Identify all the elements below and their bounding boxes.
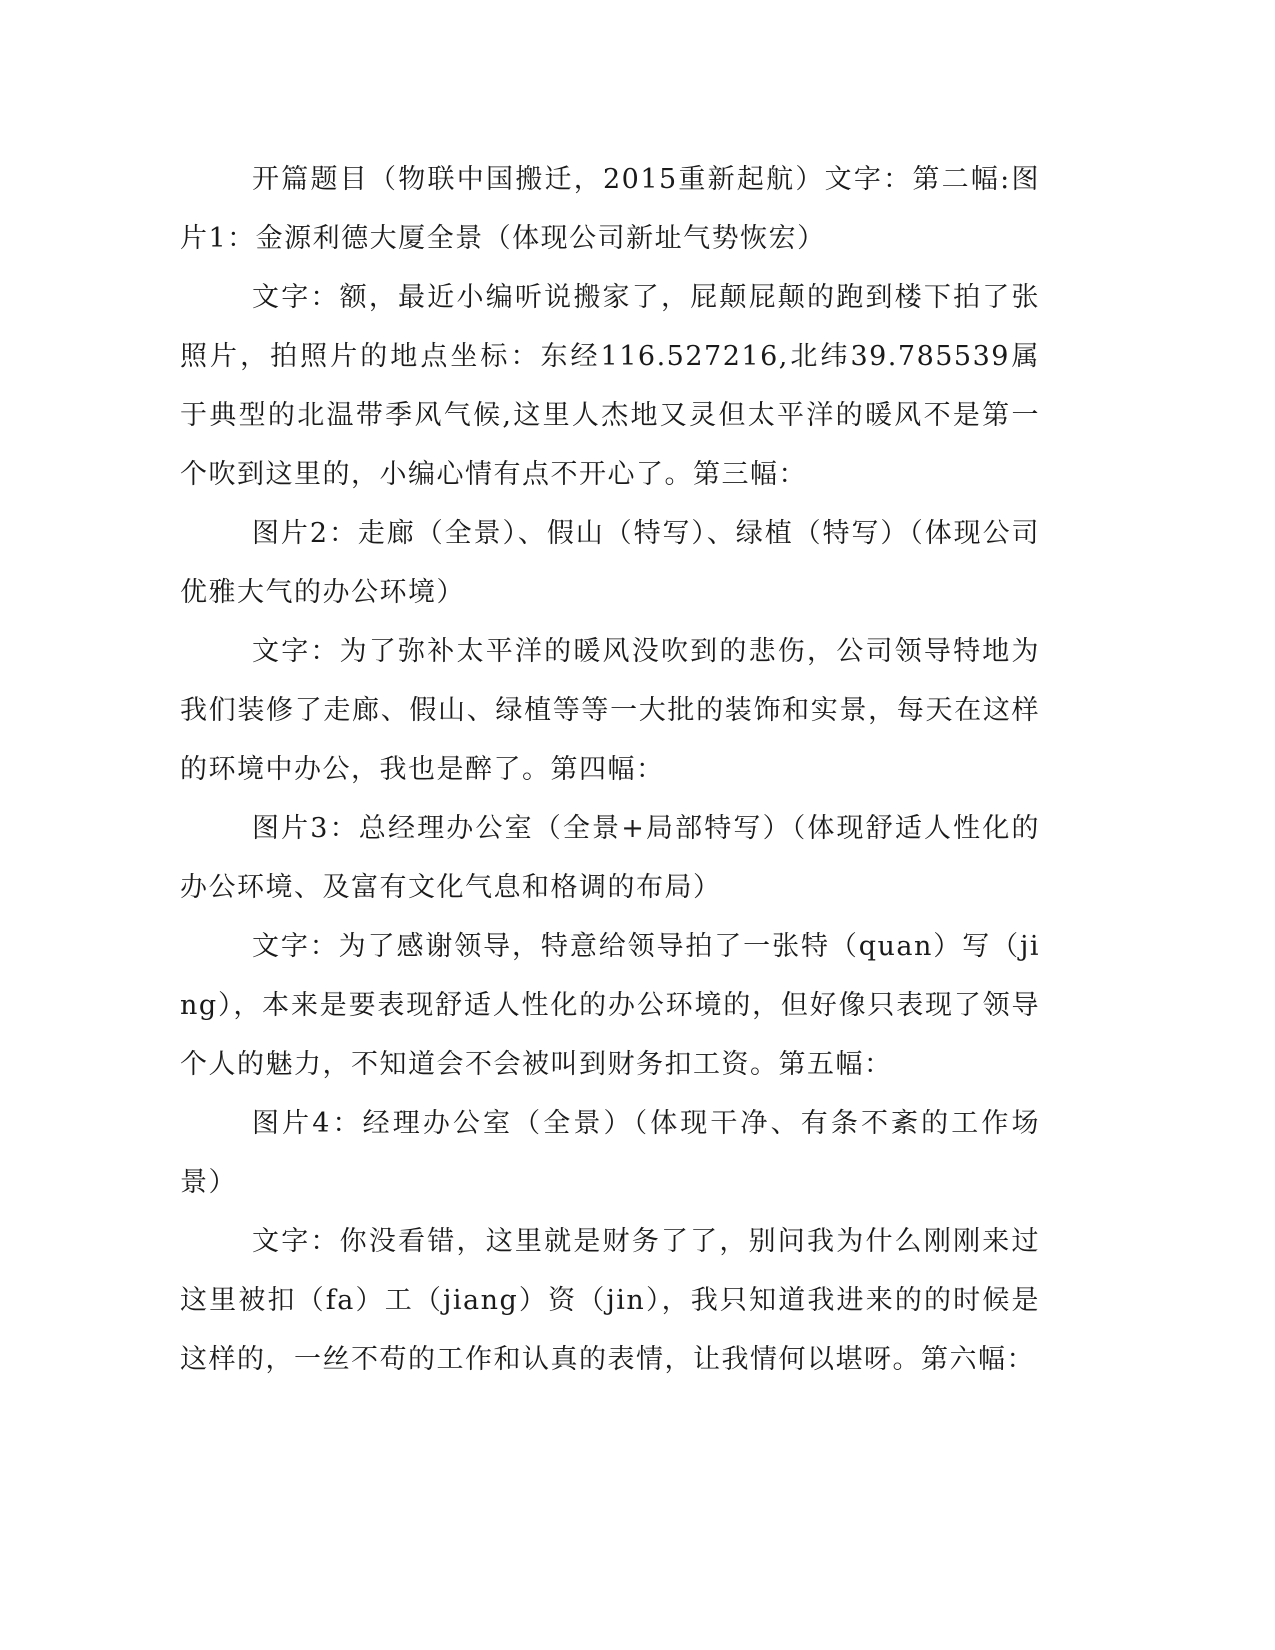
paragraph-text-2: 文字：额，最近小编听说搬家了，屁颠屁颠的跑到楼下拍了张照片，拍照片的地点坐标：东经116.527216,北纬39.785539属于典型的北温带季风气候,这里人杰地又灵但太平洋的暖风不是第一个吹到这里的，小编心情有点不开心了。第三幅： (180, 282, 1040, 490)
document-body (180, 150, 1040, 1389)
paragraph-picture-3: 图片3：总经理办公室（全景+局部特写）（体现舒适人性化的办公环境、及富有文化气息和格调的布局） (180, 813, 1040, 903)
paragraph-text-3: 文字：为了弥补太平洋的暖风没吹到的悲伤，公司领导特地为我们装修了走廊、假山、绿植等等一大批的装饰和实景，每天在这样的环境中办公，我也是醉了。第四幅： (180, 636, 1040, 785)
paragraph-text-5: 文字：你没看错，这里就是财务了了，别问我为什么刚刚来过这里被扣（fa）工（jiang）资（jin），我只知道我进来的的时候是这样的，一丝不苟的工作和认真的表情，让我情何以堪呀。第六幅： (180, 1226, 1040, 1375)
paragraph-picture-4: 图片4：经理办公室（全景）（体现干净、有条不紊的工作场景） (180, 1108, 1040, 1198)
paragraph-opening-title: 开篇题目（物联中国搬迁，2015重新起航）文字：第二幅:图片1：金源利德大厦全景（体现公司新址气势恢宏） (180, 164, 1040, 254)
paragraph-text-4: 文字：为了感谢领导，特意给领导拍了一张特（quan）写（jing），本来是要表现舒适人性化的办公环境的，但好像只表现了领导个人的魅力，不知道会不会被叫到财务扣工资。第五幅： (180, 931, 1040, 1080)
paragraph-picture-2: 图片2：走廊（全景）、假山（特写）、绿植（特写）（体现公司优雅大气的办公环境） (180, 518, 1040, 608)
